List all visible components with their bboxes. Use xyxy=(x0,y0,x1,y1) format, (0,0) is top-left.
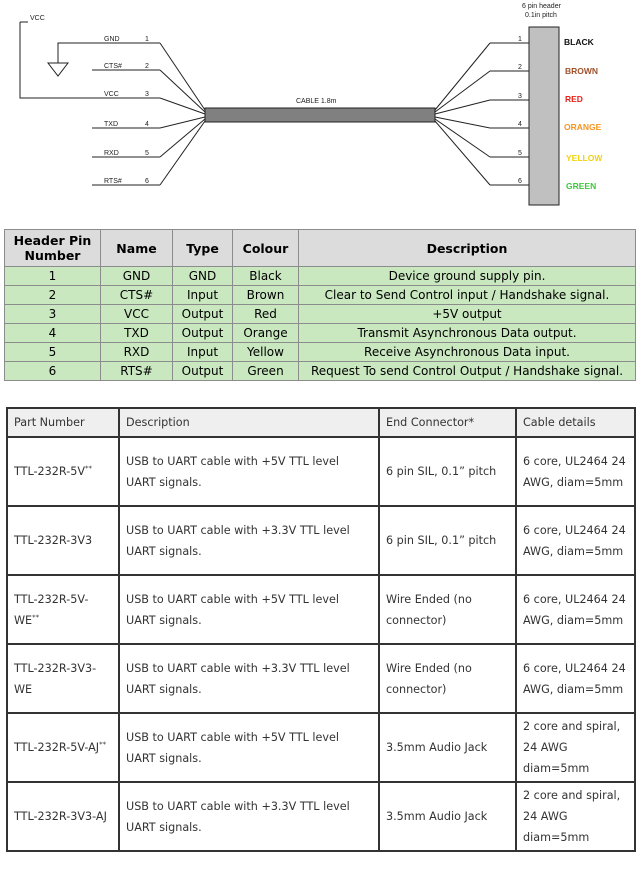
cable-label: CABLE 1.8m xyxy=(296,98,337,105)
part-number-cell xyxy=(7,644,119,713)
pin-table xyxy=(4,229,636,381)
cable-details-cell: 6 core, UL2464 24 AWG, diam=5mm xyxy=(516,506,635,575)
table-row xyxy=(7,506,635,575)
left-pin-name: VCC xyxy=(104,91,119,98)
cable-details-cell: 6 core, UL2464 24 AWG, diam=5mm xyxy=(516,437,635,506)
cell: CTS# xyxy=(101,286,173,305)
description-cell: USB to UART cable with +5V TTL level UART signals. xyxy=(119,713,379,782)
cell: TXD xyxy=(101,324,173,343)
cell: Input xyxy=(173,343,233,362)
cell: Device ground supply pin. xyxy=(299,267,636,286)
cell: Brown xyxy=(233,286,299,305)
description-cell: USB to UART cable with +5V TTL level UART signals. xyxy=(119,575,379,644)
header-pin-num: 6 xyxy=(518,178,522,185)
part-number-cell xyxy=(7,437,119,506)
wire-colour-label: RED xyxy=(565,94,583,104)
cell: 1 xyxy=(5,267,101,286)
cable-details-cell: 6 core, UL2464 24 AWG, diam=5mm xyxy=(516,644,635,713)
col-header-description: Description xyxy=(299,230,636,267)
header-pin-num: 1 xyxy=(518,36,522,43)
table-row xyxy=(7,713,635,782)
table-row xyxy=(7,437,635,506)
left-pin-name: TXD xyxy=(104,121,118,128)
col-header-name: Name xyxy=(101,230,173,267)
part-number-cell xyxy=(7,782,119,851)
cable-wiring-diagram xyxy=(0,0,640,215)
table-row xyxy=(7,644,635,713)
left-pin-name: RTS# xyxy=(104,178,122,185)
pin-header-block xyxy=(529,27,559,205)
part-number-table xyxy=(6,407,636,852)
cell: Request To send Control Output / Handshake signal. xyxy=(299,362,636,381)
cell: Red xyxy=(233,305,299,324)
footnote-marker: ** xyxy=(85,464,93,473)
wire-colour-label: GREEN xyxy=(566,181,597,191)
part-number: TTL-232R-3V3-WE xyxy=(14,661,97,696)
part-number-cell xyxy=(7,506,119,575)
cell: Input xyxy=(173,286,233,305)
description-cell: USB to UART cable with +3.3V TTL level UART signals. xyxy=(119,506,379,575)
table-row xyxy=(5,286,636,305)
cell: Receive Asynchronous Data input. xyxy=(299,343,636,362)
cell: RTS# xyxy=(101,362,173,381)
header-pin-num: 2 xyxy=(518,64,522,71)
cell: 3 xyxy=(5,305,101,324)
cell: Transmit Asynchronous Data output. xyxy=(299,324,636,343)
cell: GND xyxy=(173,267,233,286)
cell: 6 xyxy=(5,362,101,381)
cable-body xyxy=(205,108,435,122)
left-pin-num: 5 xyxy=(145,150,149,157)
header-label-line1: 6 pin header xyxy=(522,3,561,10)
connector-cell: 3.5mm Audio Jack xyxy=(379,713,516,782)
vcc-label: VCC xyxy=(30,15,45,22)
connector-cell: 6 pin SIL, 0.1” pitch xyxy=(379,506,516,575)
part-number-cell xyxy=(7,713,119,782)
part-number: TTL-232R-5V-AJ xyxy=(14,741,100,754)
cell: Clear to Send Control input / Handshake signal. xyxy=(299,286,636,305)
left-pin-num: 2 xyxy=(145,63,149,70)
cell: Black xyxy=(233,267,299,286)
cell: 2 xyxy=(5,286,101,305)
left-pin-num: 1 xyxy=(145,36,149,43)
wire-colour-label: BLACK xyxy=(564,37,594,47)
part-number: TTL-232R-5V-WE xyxy=(14,592,89,627)
table-row xyxy=(5,305,636,324)
left-pin-num: 3 xyxy=(145,91,149,98)
connector-cell: Wire Ended (no connector) xyxy=(379,575,516,644)
col-header-cable-details: Cable details xyxy=(516,408,635,437)
cell: Output xyxy=(173,362,233,381)
footnote-marker: ** xyxy=(32,612,40,621)
cell: 4 xyxy=(5,324,101,343)
part-number: TTL-232R-3V3-AJ xyxy=(14,810,107,823)
cell: Output xyxy=(173,305,233,324)
header-pin-num: 4 xyxy=(518,121,522,128)
table-row xyxy=(7,782,635,851)
cable-details-cell: 2 core and spiral, 24 AWG diam=5mm xyxy=(516,782,635,851)
col-header-type: Type xyxy=(173,230,233,267)
cell: Green xyxy=(233,362,299,381)
connector-cell: Wire Ended (no connector) xyxy=(379,644,516,713)
cell: Yellow xyxy=(233,343,299,362)
table-row xyxy=(5,267,636,286)
cell: VCC xyxy=(101,305,173,324)
left-pin-num: 6 xyxy=(145,178,149,185)
wire-colour-label: YELLOW xyxy=(566,153,603,163)
header-label-line2: 0.1in pitch xyxy=(525,12,557,19)
description-cell: USB to UART cable with +3.3V TTL level UART signals. xyxy=(119,644,379,713)
cell: Output xyxy=(173,324,233,343)
description-cell: USB to UART cable with +5V TTL level UART signals. xyxy=(119,437,379,506)
table-row xyxy=(5,362,636,381)
cable-details-cell: 2 core and spiral, 24 AWG diam=5mm xyxy=(516,713,635,782)
connector-cell: 6 pin SIL, 0.1” pitch xyxy=(379,437,516,506)
left-pin-name: RXD xyxy=(104,150,119,157)
footnote-marker: ** xyxy=(99,740,107,749)
pin-table-header xyxy=(5,230,636,267)
col-header-description: Description xyxy=(119,408,379,437)
part-number: TTL-232R-3V3 xyxy=(14,534,93,547)
part-number: TTL-232R-5V xyxy=(14,465,86,478)
left-pin-name: CTS# xyxy=(104,63,122,70)
wire-colour-label: BROWN xyxy=(565,66,599,76)
cell: GND xyxy=(101,267,173,286)
cell: Orange xyxy=(233,324,299,343)
col-header-colour: Colour xyxy=(233,230,299,267)
table-row xyxy=(5,343,636,362)
col-header-pin-number: Header Pin Number xyxy=(5,230,101,267)
cell: RXD xyxy=(101,343,173,362)
header-pin-num: 5 xyxy=(518,150,522,157)
left-pin-name: GND xyxy=(104,36,120,43)
cell: +5V output xyxy=(299,305,636,324)
table-row xyxy=(5,324,636,343)
cable-details-cell: 6 core, UL2464 24 AWG, diam=5mm xyxy=(516,575,635,644)
cell: 5 xyxy=(5,343,101,362)
table-row xyxy=(7,575,635,644)
description-cell: USB to UART cable with +3.3V TTL level UART signals. xyxy=(119,782,379,851)
col-header-end-connector: End Connector* xyxy=(379,408,516,437)
header-pin-num: 3 xyxy=(518,93,522,100)
part-table-header xyxy=(7,408,635,437)
wire-colour-label: ORANGE xyxy=(564,122,602,132)
part-number-cell xyxy=(7,575,119,644)
connector-cell: 3.5mm Audio Jack xyxy=(379,782,516,851)
col-header-part-number: Part Number xyxy=(7,408,119,437)
left-pin-num: 4 xyxy=(145,121,149,128)
